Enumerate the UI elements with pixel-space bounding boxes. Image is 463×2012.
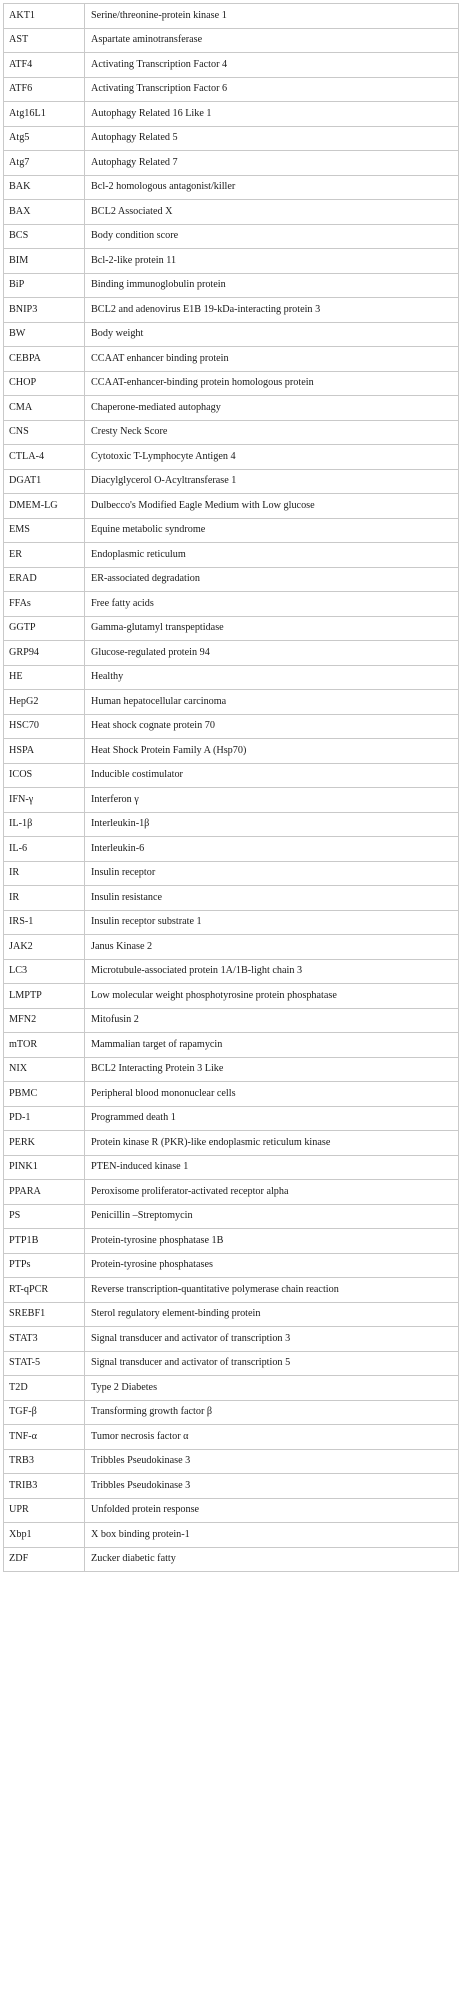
- table-row: [4, 1400, 459, 1425]
- abbreviation-cell: AKT1: [4, 4, 85, 29]
- table-row: [4, 4, 459, 29]
- definition-cell: Cytotoxic T-Lymphocyte Antigen 4: [85, 445, 459, 470]
- definition-cell: Body weight: [85, 322, 459, 347]
- definition-cell: Protein kinase R (PKR)-like endoplasmic reticulum kinase: [85, 1131, 459, 1156]
- table-row: [4, 567, 459, 592]
- abbreviation-cell: HE: [4, 665, 85, 690]
- abbreviation-cell: HepG2: [4, 690, 85, 715]
- definition-cell: PTEN-induced kinase 1: [85, 1155, 459, 1180]
- abbreviation-cell: PS: [4, 1204, 85, 1229]
- abbreviation-cell: ERAD: [4, 567, 85, 592]
- abbreviation-cell: BCS: [4, 224, 85, 249]
- definition-cell: BCL2 Interacting Protein 3 Like: [85, 1057, 459, 1082]
- table-row: [4, 126, 459, 151]
- definition-cell: Activating Transcription Factor 6: [85, 77, 459, 102]
- table-row: [4, 1523, 459, 1548]
- definition-cell: Interferon γ: [85, 788, 459, 813]
- table-row: [4, 1082, 459, 1107]
- abbreviation-cell: IR: [4, 861, 85, 886]
- abbreviation-cell: mTOR: [4, 1033, 85, 1058]
- definition-cell: Microtubule-associated protein 1A/1B-light chain 3: [85, 959, 459, 984]
- table-row: [4, 886, 459, 911]
- definition-cell: Insulin receptor substrate 1: [85, 910, 459, 935]
- abbreviation-cell: ATF6: [4, 77, 85, 102]
- abbreviation-cell: PTP1B: [4, 1229, 85, 1254]
- abbreviation-cell: AST: [4, 28, 85, 53]
- abbreviation-cell: MFN2: [4, 1008, 85, 1033]
- definition-cell: Tribbles Pseudokinase 3: [85, 1449, 459, 1474]
- definition-cell: X box binding protein-1: [85, 1523, 459, 1548]
- table-row: [4, 1327, 459, 1352]
- table-row: [4, 175, 459, 200]
- abbreviation-cell: Atg16L1: [4, 102, 85, 127]
- table-row: [4, 739, 459, 764]
- definition-cell: Dulbecco's Modified Eagle Medium with Low glucose: [85, 494, 459, 519]
- abbreviation-cell: RT-qPCR: [4, 1278, 85, 1303]
- table-row: [4, 1131, 459, 1156]
- abbreviation-cell: LMPTP: [4, 984, 85, 1009]
- abbreviation-cell: PTPs: [4, 1253, 85, 1278]
- definition-cell: Transforming growth factor β: [85, 1400, 459, 1425]
- table-row: [4, 641, 459, 666]
- table-row: [4, 1376, 459, 1401]
- definition-cell: Tribbles Pseudokinase 3: [85, 1474, 459, 1499]
- definition-cell: Gamma-glutamyl transpeptidase: [85, 616, 459, 641]
- definition-cell: Programmed death 1: [85, 1106, 459, 1131]
- abbreviation-cell: BAX: [4, 200, 85, 225]
- abbreviation-cell: TRIB3: [4, 1474, 85, 1499]
- table-row: [4, 469, 459, 494]
- abbreviation-cell: CEBPA: [4, 347, 85, 372]
- abbreviations-page: [0, 3, 461, 1572]
- definition-cell: Unfolded protein response: [85, 1498, 459, 1523]
- abbreviation-cell: TGF-β: [4, 1400, 85, 1425]
- definition-cell: Autophagy Related 16 Like 1: [85, 102, 459, 127]
- abbreviation-cell: BiP: [4, 273, 85, 298]
- definition-cell: Insulin resistance: [85, 886, 459, 911]
- table-row: [4, 714, 459, 739]
- definition-cell: Human hepatocellular carcinoma: [85, 690, 459, 715]
- definition-cell: CCAAT enhancer binding protein: [85, 347, 459, 372]
- abbreviation-cell: T2D: [4, 1376, 85, 1401]
- table-row: [4, 494, 459, 519]
- abbreviation-cell: CMA: [4, 396, 85, 421]
- abbreviation-cell: BW: [4, 322, 85, 347]
- abbreviation-cell: HSC70: [4, 714, 85, 739]
- definition-cell: Penicillin –Streptomycin: [85, 1204, 459, 1229]
- table-row: [4, 224, 459, 249]
- table-row: [4, 1474, 459, 1499]
- abbreviation-cell: ZDF: [4, 1547, 85, 1572]
- definition-cell: Tumor necrosis factor α: [85, 1425, 459, 1450]
- definition-cell: Free fatty acids: [85, 592, 459, 617]
- abbreviation-cell: TNF-α: [4, 1425, 85, 1450]
- definition-cell: Mammalian target of rapamycin: [85, 1033, 459, 1058]
- table-row: [4, 763, 459, 788]
- abbreviation-cell: IR: [4, 886, 85, 911]
- table-row: [4, 1008, 459, 1033]
- table-row: [4, 1033, 459, 1058]
- abbreviation-cell: IL-1β: [4, 812, 85, 837]
- definition-cell: Bcl-2-like protein 11: [85, 249, 459, 274]
- definition-cell: Binding immunoglobulin protein: [85, 273, 459, 298]
- definition-cell: Equine metabolic syndrome: [85, 518, 459, 543]
- abbreviation-cell: IFN-γ: [4, 788, 85, 813]
- abbreviation-cell: STAT3: [4, 1327, 85, 1352]
- definition-cell: Janus Kinase 2: [85, 935, 459, 960]
- table-row: [4, 935, 459, 960]
- abbreviation-cell: PPARA: [4, 1180, 85, 1205]
- abbreviation-cell: CTLA-4: [4, 445, 85, 470]
- abbreviation-cell: IRS-1: [4, 910, 85, 935]
- definition-cell: Bcl-2 homologous antagonist/killer: [85, 175, 459, 200]
- definition-cell: Inducible costimulator: [85, 763, 459, 788]
- definition-cell: Low molecular weight phosphotyrosine protein phosphatase: [85, 984, 459, 1009]
- abbreviation-cell: FFAs: [4, 592, 85, 617]
- table-row: [4, 1498, 459, 1523]
- table-row: [4, 445, 459, 470]
- table-row: [4, 53, 459, 78]
- table-row: [4, 1425, 459, 1450]
- definition-cell: BCL2 Associated X: [85, 200, 459, 225]
- definition-cell: Mitofusin 2: [85, 1008, 459, 1033]
- definition-cell: Protein-tyrosine phosphatase 1B: [85, 1229, 459, 1254]
- definition-cell: BCL2 and adenovirus E1B 19-kDa-interacting protein 3: [85, 298, 459, 323]
- table-row: [4, 1449, 459, 1474]
- definition-cell: Interleukin-6: [85, 837, 459, 862]
- table-row: [4, 200, 459, 225]
- table-row: [4, 1547, 459, 1572]
- table-row: [4, 665, 459, 690]
- abbreviations-table-body: [4, 4, 459, 1572]
- table-row: [4, 1106, 459, 1131]
- abbreviations-table: [3, 3, 459, 1572]
- definition-cell: Peripheral blood mononuclear cells: [85, 1082, 459, 1107]
- table-row: [4, 249, 459, 274]
- definition-cell: Zucker diabetic fatty: [85, 1547, 459, 1572]
- abbreviation-cell: SREBF1: [4, 1302, 85, 1327]
- definition-cell: Glucose-regulated protein 94: [85, 641, 459, 666]
- abbreviation-cell: NIX: [4, 1057, 85, 1082]
- abbreviation-cell: EMS: [4, 518, 85, 543]
- definition-cell: Signal transducer and activator of transcription 5: [85, 1351, 459, 1376]
- definition-cell: Insulin receptor: [85, 861, 459, 886]
- table-row: [4, 910, 459, 935]
- table-row: [4, 1253, 459, 1278]
- abbreviation-cell: DGAT1: [4, 469, 85, 494]
- table-row: [4, 347, 459, 372]
- table-row: [4, 322, 459, 347]
- table-row: [4, 1155, 459, 1180]
- table-row: [4, 788, 459, 813]
- definition-cell: Interleukin-1β: [85, 812, 459, 837]
- table-row: [4, 812, 459, 837]
- table-row: [4, 1278, 459, 1303]
- table-row: [4, 371, 459, 396]
- abbreviation-cell: GRP94: [4, 641, 85, 666]
- abbreviation-cell: Atg7: [4, 151, 85, 176]
- table-row: [4, 543, 459, 568]
- abbreviation-cell: CHOP: [4, 371, 85, 396]
- table-row: [4, 616, 459, 641]
- table-row: [4, 959, 459, 984]
- abbreviation-cell: GGTP: [4, 616, 85, 641]
- table-row: [4, 1057, 459, 1082]
- definition-cell: Type 2 Diabetes: [85, 1376, 459, 1401]
- table-row: [4, 518, 459, 543]
- definition-cell: ER-associated degradation: [85, 567, 459, 592]
- table-row: [4, 273, 459, 298]
- abbreviation-cell: PBMC: [4, 1082, 85, 1107]
- table-row: [4, 1302, 459, 1327]
- abbreviation-cell: DMEM-LG: [4, 494, 85, 519]
- table-row: [4, 298, 459, 323]
- table-row: [4, 1204, 459, 1229]
- definition-cell: CCAAT-enhancer-binding protein homologous protein: [85, 371, 459, 396]
- definition-cell: Diacylglycerol O-Acyltransferase 1: [85, 469, 459, 494]
- abbreviation-cell: IL-6: [4, 837, 85, 862]
- abbreviation-cell: Xbp1: [4, 1523, 85, 1548]
- abbreviation-cell: PD-1: [4, 1106, 85, 1131]
- definition-cell: Reverse transcription-quantitative polymerase chain reaction: [85, 1278, 459, 1303]
- abbreviation-cell: PINK1: [4, 1155, 85, 1180]
- abbreviation-cell: ER: [4, 543, 85, 568]
- definition-cell: Body condition score: [85, 224, 459, 249]
- abbreviation-cell: ICOS: [4, 763, 85, 788]
- abbreviation-cell: CNS: [4, 420, 85, 445]
- table-row: [4, 690, 459, 715]
- table-row: [4, 861, 459, 886]
- table-row: [4, 1180, 459, 1205]
- abbreviation-cell: PERK: [4, 1131, 85, 1156]
- table-row: [4, 1351, 459, 1376]
- abbreviation-cell: STAT-5: [4, 1351, 85, 1376]
- table-row: [4, 77, 459, 102]
- abbreviation-cell: UPR: [4, 1498, 85, 1523]
- abbreviation-cell: TRB3: [4, 1449, 85, 1474]
- abbreviation-cell: BAK: [4, 175, 85, 200]
- table-row: [4, 984, 459, 1009]
- abbreviation-cell: HSPA: [4, 739, 85, 764]
- table-row: [4, 837, 459, 862]
- definition-cell: Cresty Neck Score: [85, 420, 459, 445]
- table-row: [4, 151, 459, 176]
- definition-cell: Signal transducer and activator of transcription 3: [85, 1327, 459, 1352]
- abbreviation-cell: BIM: [4, 249, 85, 274]
- table-row: [4, 420, 459, 445]
- definition-cell: Autophagy Related 7: [85, 151, 459, 176]
- abbreviation-cell: LC3: [4, 959, 85, 984]
- table-row: [4, 28, 459, 53]
- definition-cell: Autophagy Related 5: [85, 126, 459, 151]
- table-row: [4, 102, 459, 127]
- abbreviation-cell: Atg5: [4, 126, 85, 151]
- definition-cell: Healthy: [85, 665, 459, 690]
- definition-cell: Serine/threonine-protein kinase 1: [85, 4, 459, 29]
- definition-cell: Sterol regulatory element-binding protein: [85, 1302, 459, 1327]
- definition-cell: Heat Shock Protein Family A (Hsp70): [85, 739, 459, 764]
- table-row: [4, 396, 459, 421]
- definition-cell: Chaperone-mediated autophagy: [85, 396, 459, 421]
- abbreviation-cell: ATF4: [4, 53, 85, 78]
- definition-cell: Peroxisome proliferator-activated receptor alpha: [85, 1180, 459, 1205]
- definition-cell: Protein-tyrosine phosphatases: [85, 1253, 459, 1278]
- abbreviation-cell: BNIP3: [4, 298, 85, 323]
- abbreviation-cell: JAK2: [4, 935, 85, 960]
- table-row: [4, 1229, 459, 1254]
- table-row: [4, 592, 459, 617]
- definition-cell: Activating Transcription Factor 4: [85, 53, 459, 78]
- definition-cell: Aspartate aminotransferase: [85, 28, 459, 53]
- definition-cell: Heat shock cognate protein 70: [85, 714, 459, 739]
- definition-cell: Endoplasmic reticulum: [85, 543, 459, 568]
